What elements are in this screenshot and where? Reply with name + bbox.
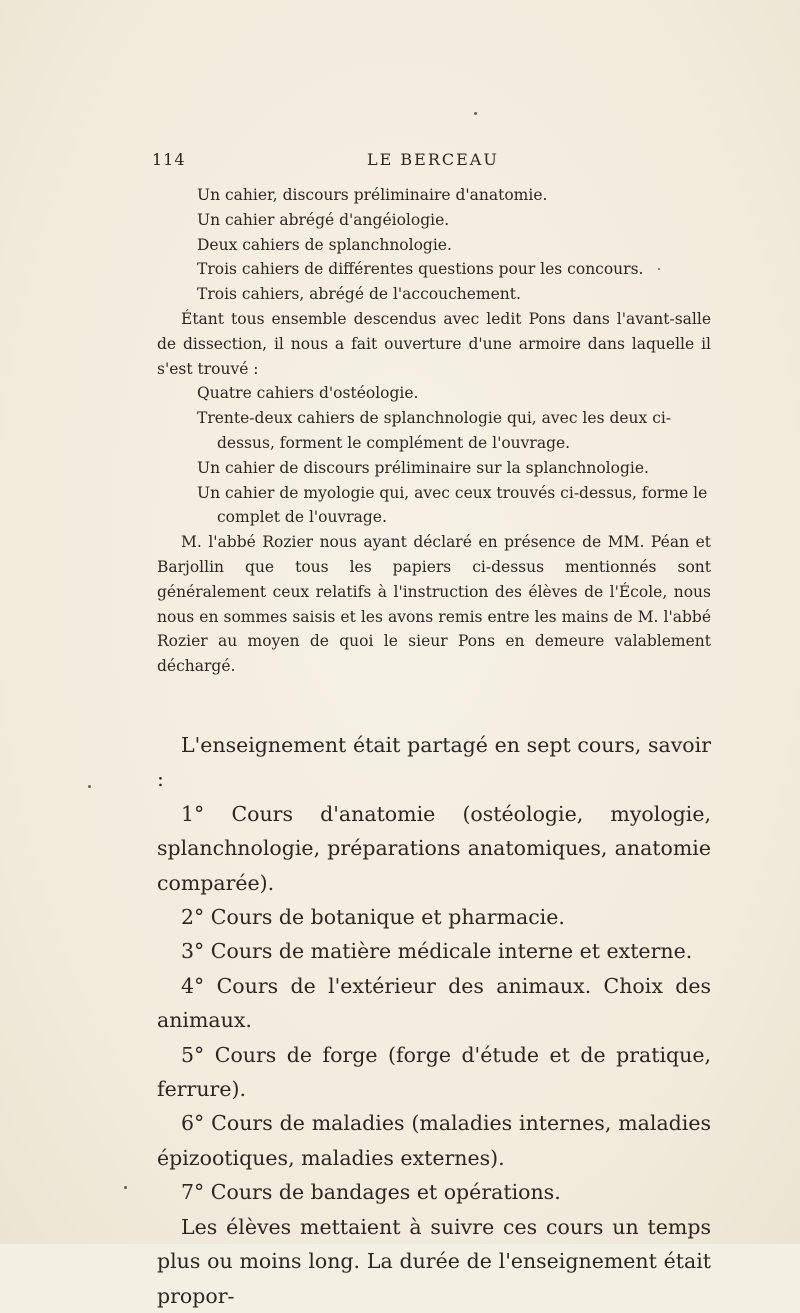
inventory-item: Un cahier de discours préliminaire sur la splanchnologie.	[197, 458, 649, 477]
inventory-item: Trois cahiers, abrégé de l'accouchement.	[197, 285, 521, 304]
course-item: 3° Cours de matière médicale interne et externe.	[181, 939, 693, 964]
course-item: 2° Cours de botanique et pharmacie.	[181, 905, 565, 930]
inventory-item: Un cahier abrégé d'angéiologie.	[197, 210, 450, 229]
page-header	[152, 150, 712, 174]
closing-paragraph: Les élèves mettaient à suivre ces cours un temps plus ou moins long. La durée de l'enseignement était propor-	[157, 1214, 711, 1308]
inventory-paragraph: M. l'abbé Rozier nous ayant déclaré en présence de MM. Péan et Barjollin que tous les papiers ci-dessus mentionnés sont généralement ceux relatifs à l'instruction des élèves de l'École, nous nous en sommes saisis et les avons remis entre les mains de M. l'abbé Rozier au moyen de quoi le sieur Pons en demeure valablement déchargé.	[157, 533, 711, 676]
inventory-item: Trente-deux cahiers de splanchnologie qui, avec les deux ci-dessus, forment le complément de l'ouvrage.	[197, 409, 672, 452]
paper-speck	[658, 268, 660, 270]
paper-speck	[474, 112, 477, 115]
courses-intro: L'enseignement était partagé en sept cours, savoir :	[157, 733, 711, 792]
inventory-item: Trois cahiers de différentes questions pour les concours.	[197, 260, 644, 279]
inventory-section	[157, 183, 711, 679]
inventory-item: Un cahier, discours préliminaire d'anatomie.	[197, 186, 548, 204]
course-item: 4° Cours de l'extérieur des animaux. Choix des animaux.	[157, 973, 711, 1033]
main-text	[157, 728, 711, 1313]
course-item: 1° Cours d'anatomie (ostéologie, myologie, splanchnologie, préparations anatomiques, anatomie comparée).	[157, 801, 711, 895]
course-item: 6° Cours de maladies (maladies internes, maladies épizootiques, maladies externes).	[157, 1111, 711, 1170]
inventory-item: Deux cahiers de splanchnologie.	[197, 235, 452, 254]
running-head: LE BERCEAU	[367, 150, 499, 169]
inventory-item: Quatre cahiers d'ostéologie.	[197, 384, 419, 403]
course-item: 7° Cours de bandages et opérations.	[181, 1180, 561, 1205]
paper-speck	[88, 785, 91, 788]
inventory-item: Un cahier de myologie qui, avec ceux trouvés ci-dessus, forme le complet de l'ouvrage.	[197, 483, 708, 527]
inventory-paragraph: Étant tous ensemble descendus avec ledit Pons dans l'avant-salle de dissection, il nous a fait ouverture d'une armoire dans laquelle il s'est trouvé :	[157, 309, 711, 378]
course-item: 5° Cours de forge (forge d'étude et de pratique, ferrure).	[157, 1042, 711, 1102]
page-number: 114	[152, 150, 186, 169]
paper-speck	[124, 1186, 127, 1189]
